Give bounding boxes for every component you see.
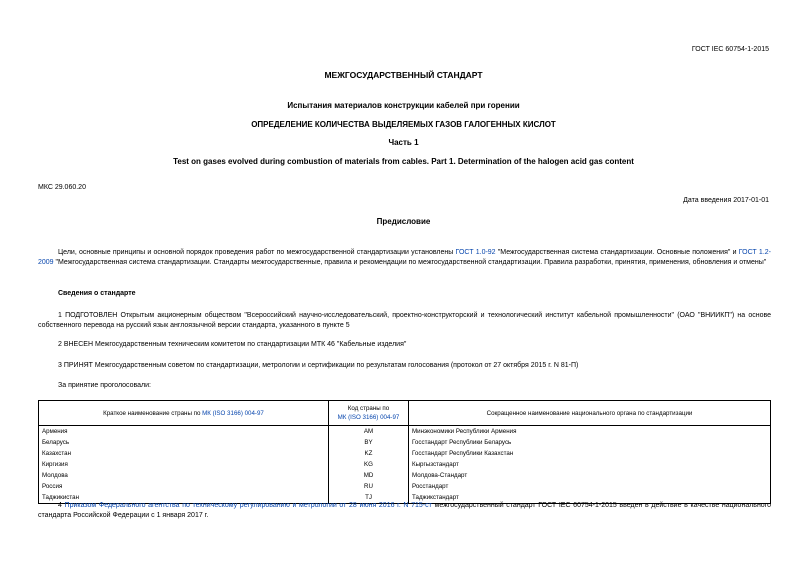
body-cell: Кыргызстандарт [409,459,771,470]
intro-date: Дата введения 2017-01-01 [683,197,769,204]
body-cell: Госстандарт Республики Казахстан [409,448,771,459]
doc-main-title: ОПРЕДЕЛЕНИЕ КОЛИЧЕСТВА ВЫДЕЛЯЕМЫХ ГАЗОВ ГАЛОГЕННЫХ КИСЛОТ [251,120,556,129]
item-3: 3 ПРИНЯТ Межгосударственным советом по стандартизации, метрологии и сертификации по результатам голосования (протокол от 27 октября 2015 г. N 81-П) [58,362,579,369]
country-cell: Россия [39,481,329,492]
table-header-row [39,401,771,426]
code-cell: RU [329,481,409,492]
foreword-paragraph [38,248,771,268]
body-cell: Госстандарт Республики Беларусь [409,437,771,448]
mk-iso-link-2[interactable]: МК (ISO 3166) 004-97 [337,414,400,421]
item-4-number: 4 [58,502,65,509]
table-row [39,470,771,481]
order-link[interactable]: Приказом Федерального агентства по техническому регулированию и метрологии от 28 июня 2016 г. N 715-ст [64,502,432,509]
p1-text-1: Цели, основные принципы и основной порядок проведения работ по межгосударственной стандартизации установлены [58,249,456,256]
country-cell: Киргизия [39,459,329,470]
body-cell: Таджикстандарт [409,492,771,504]
doc-english-title: Test on gases evolved during combustion of materials from cables. Part 1. Determination of the halogen acid gas content [173,157,634,166]
header-country [39,401,329,426]
country-cell: Молдова [39,470,329,481]
body-cell: Молдова-Стандарт [409,470,771,481]
header-code-text: Код страны по [347,405,390,412]
item-2: 2 ВНЕСЕН Межгосударственным техническим комитетом по стандартизации МТК 46 "Кабельные изделия" [58,341,407,348]
header-code [329,401,409,426]
voted-label: За принятие проголосовали: [58,382,151,389]
body-cell: Минэкономики Республики Армения [409,426,771,438]
item-1: 1 ПОДГОТОВЛЕН Открытым акционерным обществом "Всероссийский научно-исследовательский, проектно-конструкторский и технологический институт кабельной промышленности" (ОАО "ВНИИКП") на основе собственного перевода на русский язык англоязычной версии стандарта, указанного в пункте 5 [38,312,771,329]
p1-text-3: "Межгосударственная система стандартизации. Стандарты межгосударственные, правила и рекомендации по межгосударственной стандартизации. Правила разработки, принятия, применения, обновления и отмены" [53,259,767,266]
table-row [39,426,771,438]
table-row [39,459,771,470]
p1-text-2: "Межгосударственная система стандартизации. Основные положения" и [495,249,739,256]
code-cell: TJ [329,492,409,504]
country-cell: Таджикистан [39,492,329,504]
countries-table [38,400,771,504]
code-cell: KG [329,459,409,470]
code-cell: KZ [329,448,409,459]
country-cell: Казахстан [39,448,329,459]
doc-subtitle: Испытания материалов конструкции кабелей при горении [287,101,520,110]
body-cell: Росстандарт [409,481,771,492]
country-cell: Беларусь [39,437,329,448]
code-cell: MD [329,470,409,481]
code-cell: BY [329,437,409,448]
table-row [39,481,771,492]
header-country-text: Краткое наименование страны по [103,409,203,417]
gost-1-0-link[interactable]: ГОСТ 1.0-92 [455,249,496,256]
country-cell: Армения [39,426,329,438]
item-4 [38,501,771,521]
code-cell: AM [329,426,409,438]
gost-1-2-link[interactable]: ГОСТ 1.2-2009 [38,249,771,266]
doc-code: ГОСТ IEC 60754-1-2015 [691,46,769,53]
table-row [39,437,771,448]
foreword-heading: Предисловие [376,217,431,226]
table-row [39,448,771,459]
standard-type: МЕЖГОСУДАРСТВЕННЫЙ СТАНДАРТ [324,70,483,80]
header-body: Сокращенное наименование национального органа по стандартизации [409,401,771,426]
mks-code: МКС 29.060.20 [38,184,86,191]
item-4-text: межгосударственный стандарт ГОСТ IEC 60754-1-2015 введен в действие в качестве национального стандарта Российской Федерации с 1 января 2017 г. [38,502,771,519]
info-heading: Сведения о стандарте [58,290,136,297]
doc-part: Часть 1 [388,138,419,147]
mk-iso-link-1[interactable]: МК (ISO 3166) 004-97 [202,409,264,417]
